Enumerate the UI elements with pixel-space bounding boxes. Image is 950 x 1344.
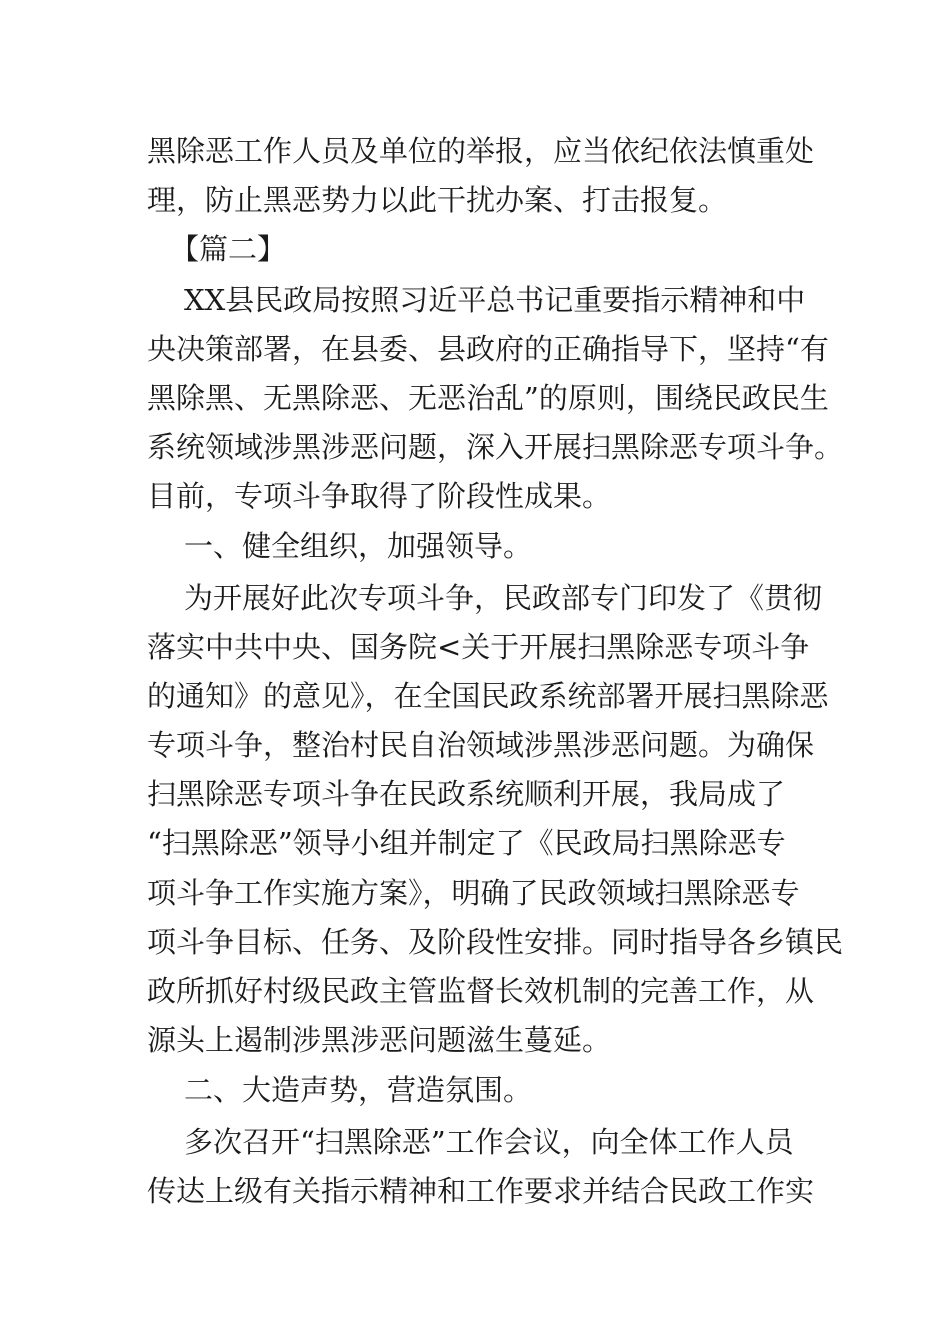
text-line: 传达上级有关指示精神和工作要求并结合民政工作实: [147, 1174, 815, 1208]
text-line: 落实中共中央、国务院<关于开展扫黑除恶专项斗争: [147, 630, 810, 664]
text-line: 目前，专项斗争取得了阶段性成果。: [147, 479, 612, 513]
text-line: 项斗争目标、任务、及阶段性安排。同时指导各乡镇民: [147, 925, 844, 959]
paragraph-first-line: 为开展好此次专项斗争，民政部专门印发了《贯彻: [184, 581, 823, 615]
subheading: 一、健全组织，加强领导。: [184, 529, 533, 563]
paragraph-first-line: 多次召开“扫黑除恶”工作会议，向全体工作人员: [184, 1125, 794, 1159]
text-line: 黑除恶工作人员及单位的举报，应当依纪依法慎重处: [147, 134, 815, 168]
text-line: 扫黑除恶专项斗争在民政系统顺利开展，我局成了: [147, 777, 786, 811]
text-line: 专项斗争，整治村民自治领域涉黑涉恶问题。为确保: [147, 728, 815, 762]
text-line: 源头上遏制涉黑涉恶问题滋生蔓延。: [147, 1023, 612, 1057]
text-line: 的通知》的意见》，在全国民政系统部署开展扫黑除恶: [147, 679, 829, 713]
text-line: 系统领域涉黑涉恶问题，深入开展扫黑除恶专项斗争。: [147, 430, 844, 464]
subheading: 二、大造声势，营造氛围。: [184, 1073, 533, 1107]
text-line: “扫黑除恶”领导小组并制定了《民政局扫黑除恶专: [147, 826, 786, 860]
text-line: 政所抓好村级民政主管监督长效机制的完善工作，从: [147, 974, 815, 1008]
text-line: 央决策部署，在县委、县政府的正确指导下，坚持“有: [147, 332, 829, 366]
text-line: 黑除黑、无黑除恶、无恶治乱”的原则，围绕民政民生: [147, 381, 829, 415]
paragraph-first-line: XX县民政局按照习近平总书记重要指示精神和中: [184, 283, 806, 317]
section-heading: 【篇二】: [170, 232, 287, 266]
text-line: 项斗争工作实施方案》，明确了民政领域扫黑除恶专: [147, 876, 800, 910]
text-line: 理，防止黑恶势力以此干扰办案、打击报复。: [147, 183, 728, 217]
